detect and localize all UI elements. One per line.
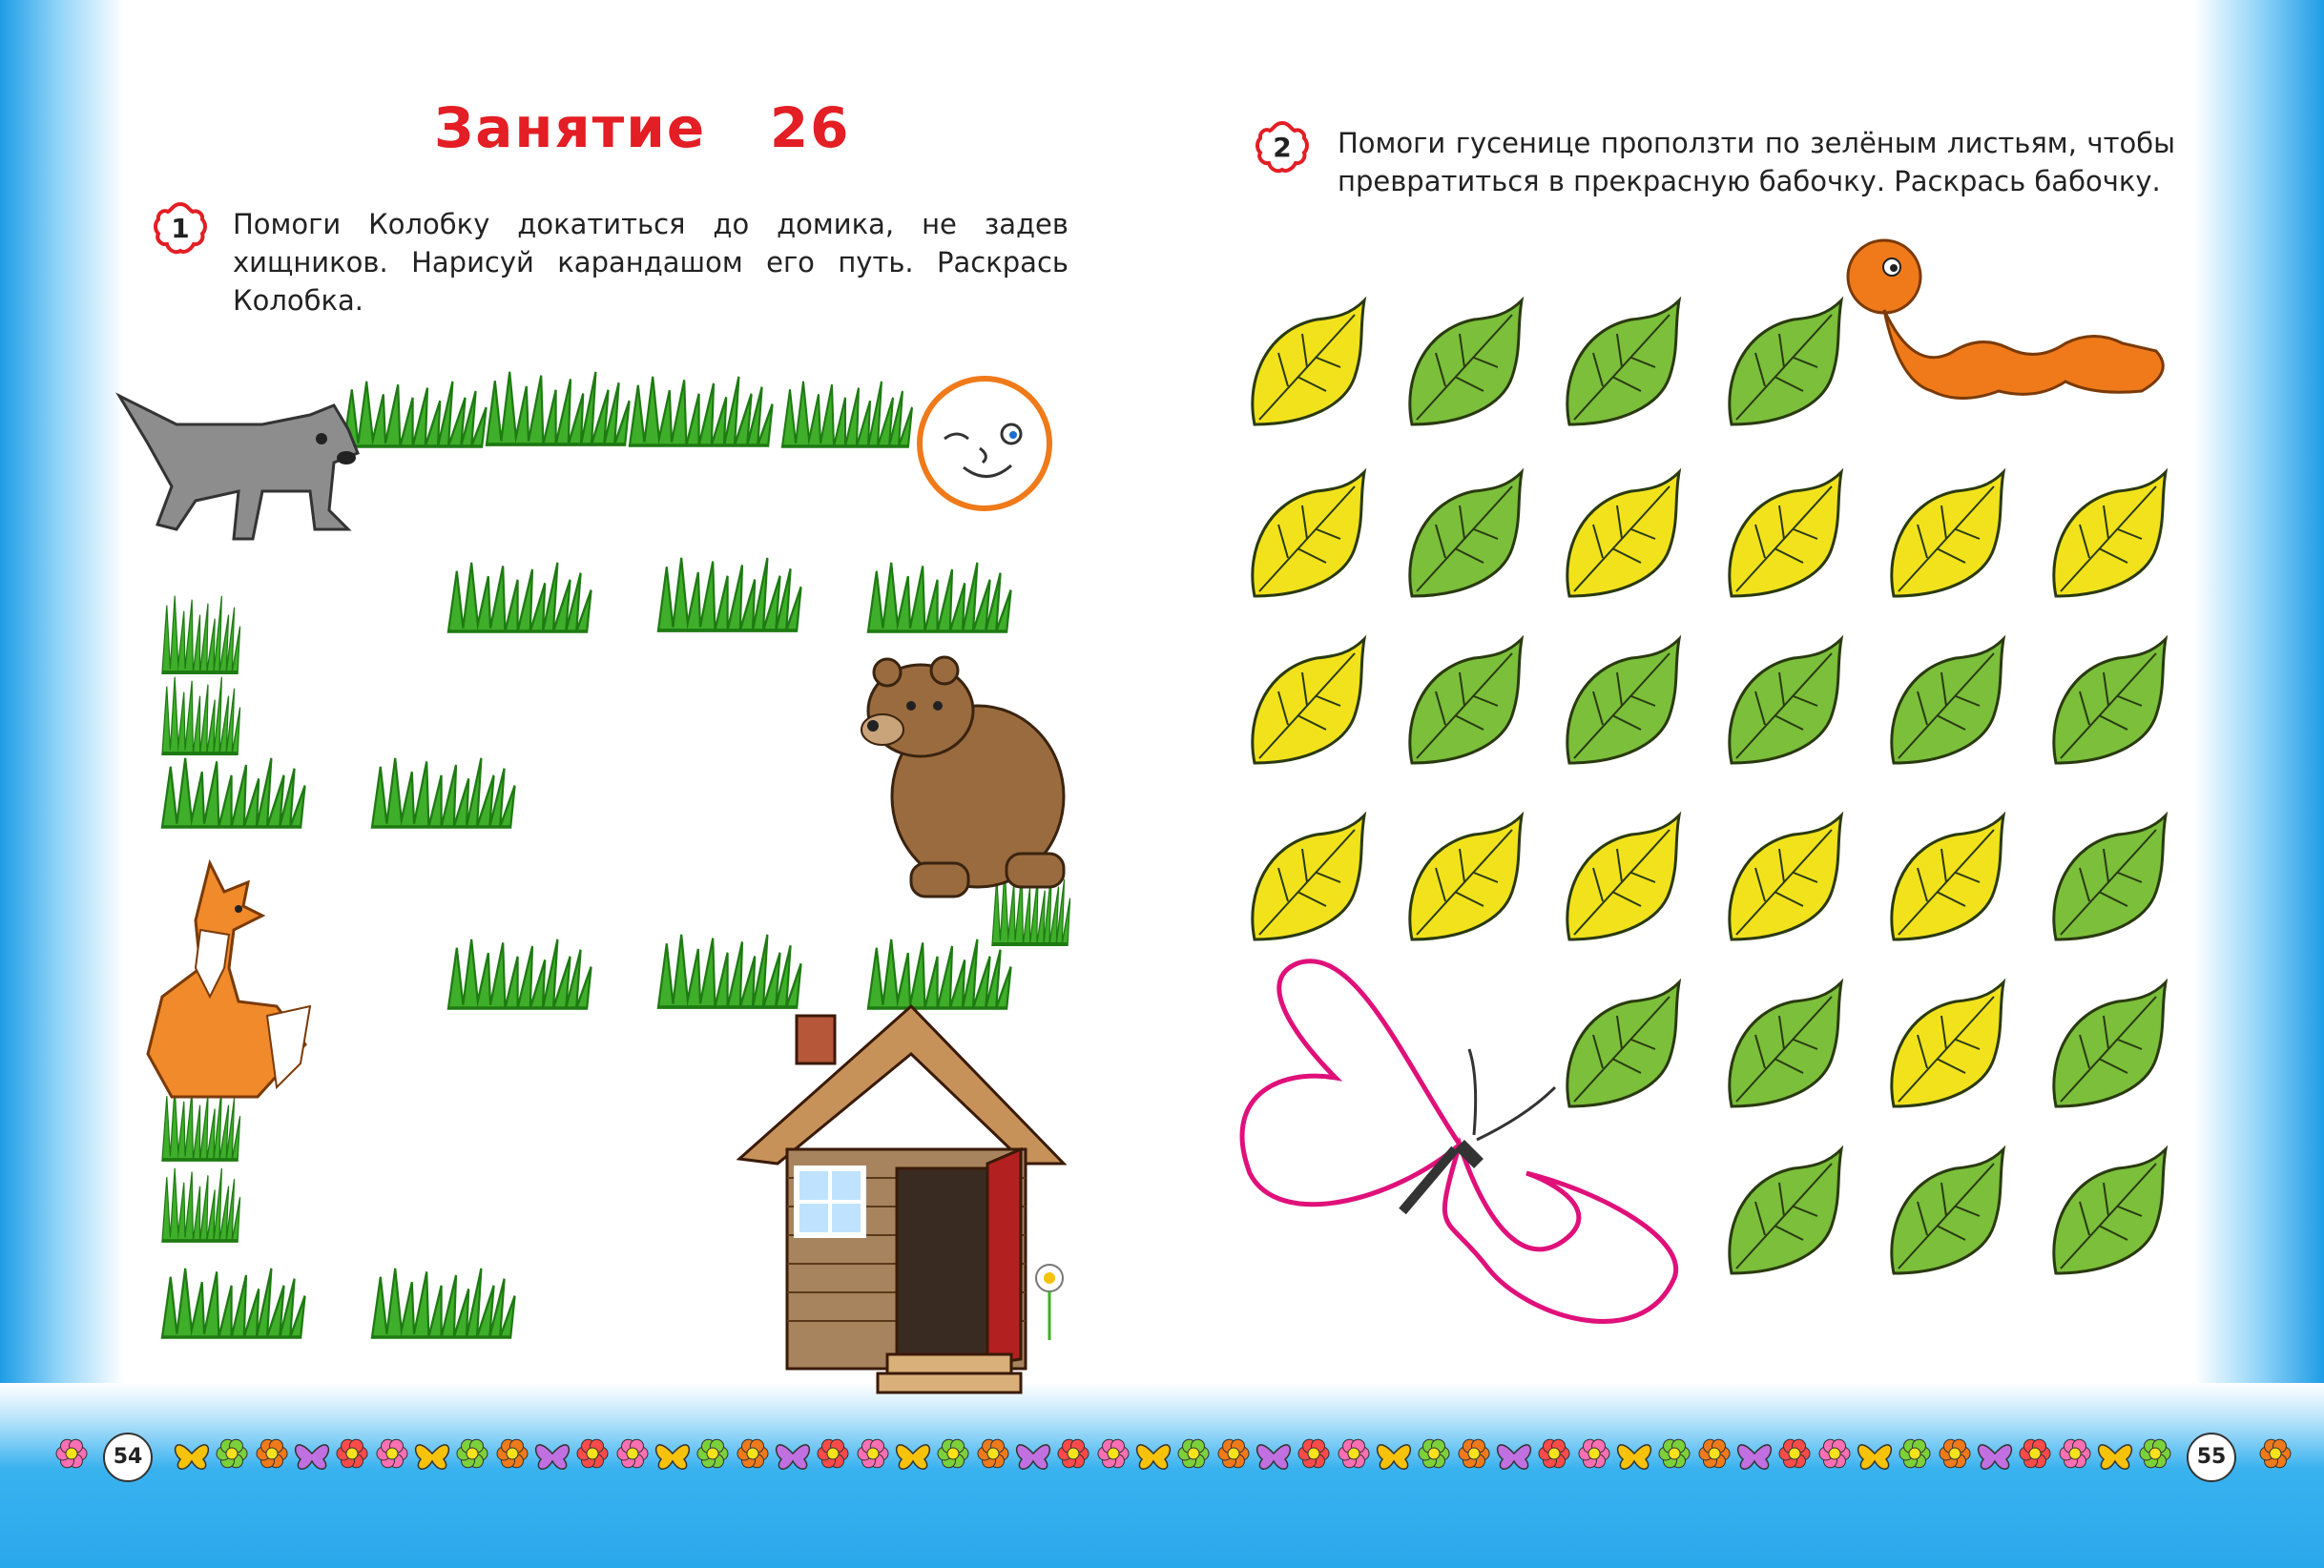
flower-decor-icon — [1338, 1439, 1369, 1468]
flower-decor-icon — [1058, 1439, 1089, 1468]
butterfly-decor-icon — [2099, 1445, 2132, 1469]
butterfly-decor-icon — [296, 1445, 329, 1469]
green-leaf-icon — [1730, 639, 1841, 763]
flower-decor-icon — [617, 1439, 648, 1468]
green-leaf-icon — [1730, 300, 1841, 424]
flower-decor-icon — [1218, 1439, 1249, 1468]
flower-decor-icon — [1579, 1439, 1609, 1468]
flower-decor-icon — [938, 1439, 968, 1468]
flower-decor-icon — [858, 1439, 888, 1468]
butterfly-decor-icon — [1498, 1445, 1531, 1469]
flower-decor-icon — [1659, 1439, 1690, 1468]
green-leaf-icon — [1567, 982, 1679, 1106]
green-leaf-icon — [1410, 639, 1522, 763]
green-leaf-icon — [1730, 982, 1841, 1106]
green-leaf-icon — [1567, 300, 1679, 424]
green-leaf-icon — [2054, 815, 2166, 939]
yellow-leaf-icon — [1892, 815, 2003, 939]
lesson-title: Занятие 26 — [434, 95, 851, 160]
butterfly-decor-icon — [1979, 1445, 2012, 1469]
yellow-leaf-icon — [2054, 472, 2166, 596]
flower-decor-icon — [457, 1439, 488, 1468]
flower-decor-icon — [978, 1439, 1008, 1468]
flower-decor-icon — [1298, 1439, 1329, 1468]
yellow-leaf-icon — [1410, 815, 1522, 939]
yellow-leaf-icon — [1892, 982, 2003, 1106]
task-2-text: Помоги гусенице проползти по зелёным листьям, чтобы превратиться в прекрасную бабочку. Раскрась бабочку. — [1338, 127, 2175, 197]
page-number-right: 55 — [2187, 1433, 2236, 1482]
flower-decor-icon — [1819, 1439, 1850, 1468]
green-leaf-icon — [2054, 1149, 2166, 1273]
task-2-number: 2 — [1273, 132, 1292, 163]
yellow-leaf-icon — [1730, 472, 1841, 596]
task-1-text: Помоги Колобку докатиться до домика, не задев хищников. Нарисуй карандашом его путь. Раскрась Колобка. — [233, 208, 1069, 317]
yellow-leaf-icon — [1567, 472, 1679, 596]
flower-decor-icon — [818, 1439, 848, 1468]
yellow-leaf-icon — [1253, 300, 1364, 424]
flower-decor-icon — [217, 1439, 247, 1468]
flower-decor-icon — [1539, 1439, 1569, 1468]
butterfly-decor-icon — [1858, 1445, 1892, 1469]
butterfly-decor-icon — [1378, 1445, 1411, 1469]
butterfly-decor-icon — [897, 1445, 930, 1469]
butterfly-decor-icon — [1738, 1445, 1772, 1469]
flower-decor-icon — [337, 1439, 367, 1468]
flower-decor-icon — [1940, 1439, 1970, 1468]
flower-decor-icon — [697, 1439, 728, 1468]
flower-decor-icon — [577, 1439, 608, 1468]
butterfly-decor-icon — [416, 1445, 449, 1469]
butterfly-decor-icon — [1618, 1445, 1651, 1469]
yellow-leaf-icon — [1253, 815, 1364, 939]
butterfly-decor-icon — [1257, 1445, 1291, 1469]
yellow-leaf-icon — [1892, 472, 2003, 596]
flower-decor-icon — [1899, 1439, 1930, 1468]
flower-decor-icon — [2060, 1439, 2090, 1468]
green-leaf-icon — [1730, 1149, 1841, 1273]
flower-decor-icon — [1098, 1439, 1129, 1468]
green-leaf-icon — [1892, 1149, 2003, 1273]
flower-decor-icon — [377, 1439, 407, 1468]
green-leaf-icon — [2054, 639, 2166, 763]
flower-decor-icon — [1699, 1439, 1730, 1468]
green-leaf-icon — [1892, 639, 2003, 763]
yellow-leaf-icon — [1567, 815, 1679, 939]
green-leaf-icon — [1410, 300, 1522, 424]
flower-decor-icon — [1419, 1439, 1449, 1468]
flower-decor-icon — [2140, 1439, 2170, 1468]
yellow-leaf-icon — [1253, 472, 1364, 596]
butterfly-decor-icon — [1137, 1445, 1171, 1469]
green-leaf-icon — [2054, 982, 2166, 1106]
flower-decor-icon — [56, 1439, 87, 1468]
bottom-decor — [0, 1421, 2324, 1497]
yellow-leaf-icon — [1730, 815, 1841, 939]
butterfly-decor-icon — [1017, 1445, 1050, 1469]
flower-decor-icon — [2260, 1439, 2291, 1468]
butterfly-decor-icon — [176, 1445, 209, 1469]
butterfly-decor-icon — [777, 1445, 810, 1469]
yellow-leaf-icon — [1253, 639, 1364, 763]
flower-decor-icon — [1779, 1439, 1810, 1468]
task-1-number: 1 — [171, 213, 190, 244]
flower-decor-icon — [1459, 1439, 1489, 1468]
flower-decor-icon — [1178, 1439, 1209, 1468]
flower-decor-icon — [2020, 1439, 2050, 1468]
flower-decor-icon — [257, 1439, 287, 1468]
flower-decor-icon — [497, 1439, 528, 1468]
flower-decor-icon — [737, 1439, 768, 1468]
butterfly-decor-icon — [536, 1445, 570, 1469]
green-leaf-icon — [1567, 639, 1679, 763]
butterfly-decor-icon — [656, 1445, 690, 1469]
page-number-left: 54 — [103, 1433, 153, 1482]
green-leaf-icon — [1410, 472, 1522, 596]
